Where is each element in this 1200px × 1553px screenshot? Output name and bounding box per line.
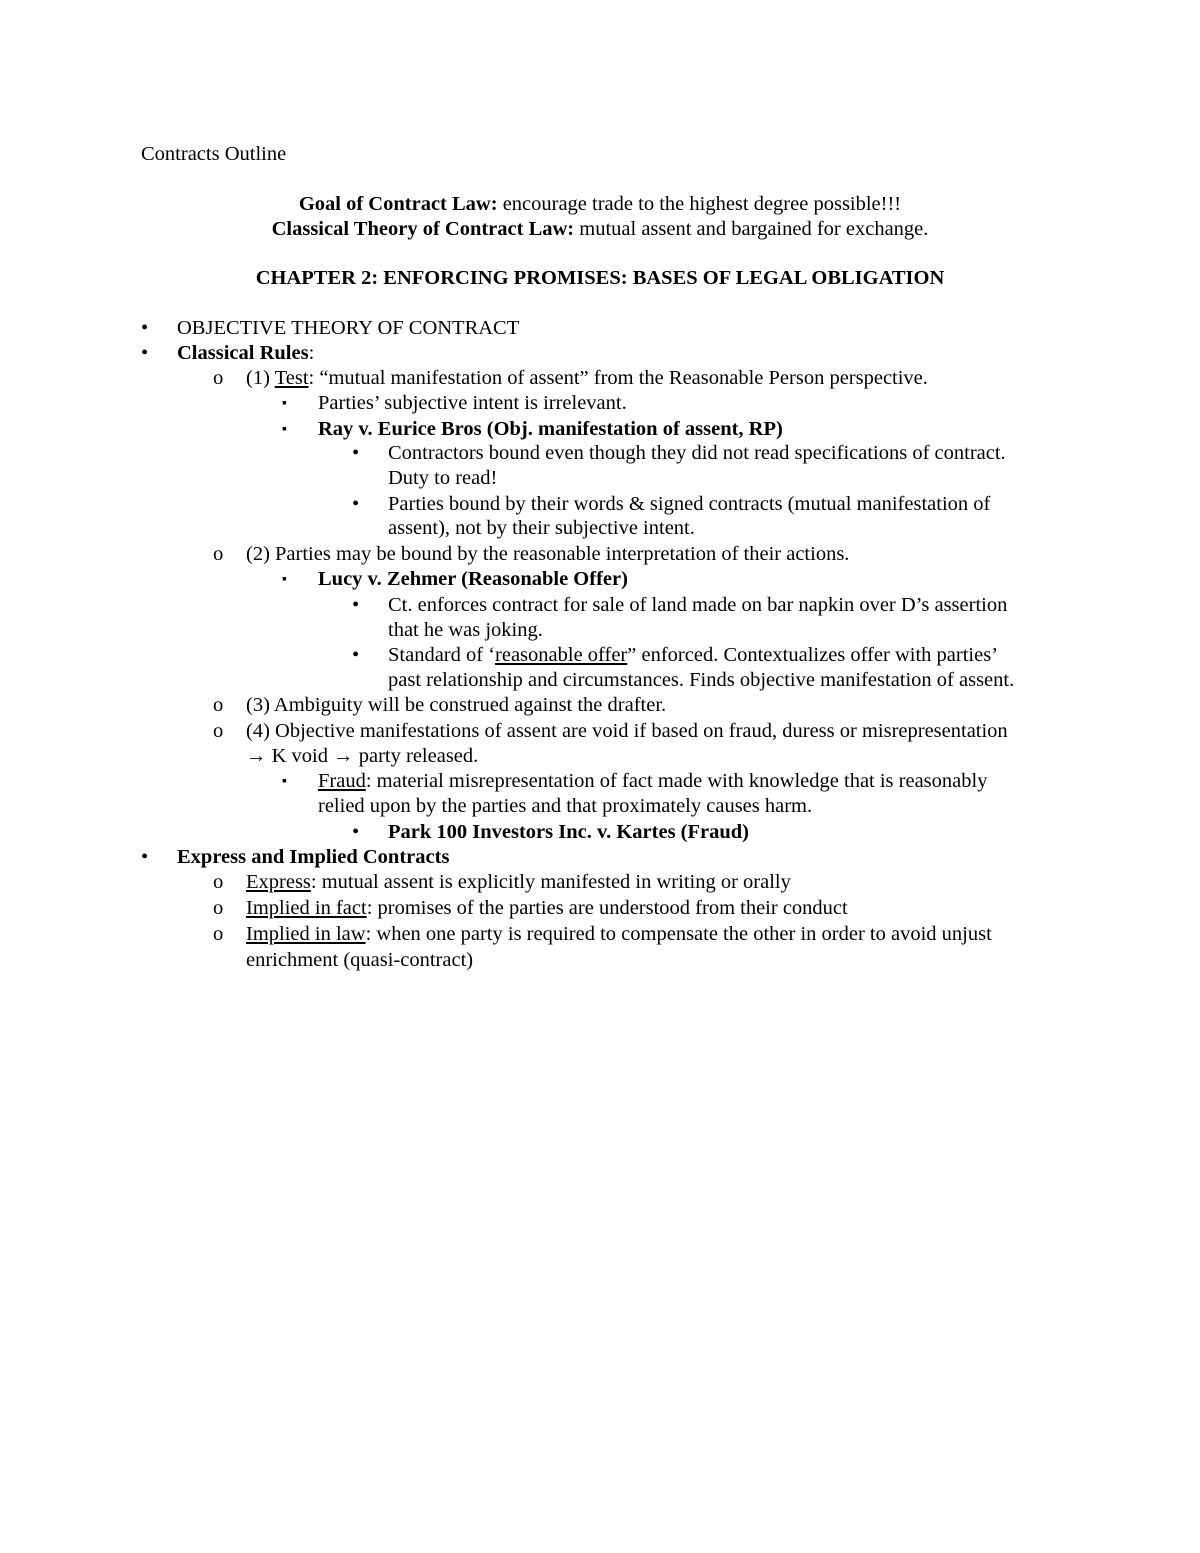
text: : mutual assent is explicitly manifested in writing or orally: [310, 871, 791, 893]
text: : when one party is required to compensate the other in order to avoid unjust: [365, 923, 992, 945]
circle-bullet-icon: o: [213, 871, 224, 893]
implied-law-term: Implied in law: [246, 923, 366, 945]
outline-item-parties-bound: Parties bound by their words & signed contracts (mutual manifestation of: [388, 493, 991, 515]
circle-bullet-icon: o: [213, 720, 224, 742]
case-park-100-v-kartes: Park 100 Investors Inc. v. Kartes (Fraud): [388, 821, 750, 843]
fraud-term: Fraud: [318, 770, 366, 792]
disc-bullet-icon: •: [352, 442, 360, 464]
outline-item-fraud-cont: relied upon by the parties and that proximately causes harm.: [318, 795, 813, 817]
circle-bullet-icon: o: [213, 543, 224, 565]
square-bullet-icon: ▪: [282, 572, 287, 587]
outline-item-duty-to-read: Duty to read!: [388, 467, 498, 489]
square-bullet-icon: ▪: [282, 774, 287, 789]
arrow-icon: →: [246, 745, 267, 767]
text: : promises of the parties are understood from their conduct: [366, 897, 848, 919]
chapter-heading: CHAPTER 2: ENFORCING PROMISES: BASES OF LEGAL OBLIGATION: [255, 267, 945, 289]
outline-item-implied-law-cont: enrichment (quasi-contract): [246, 949, 474, 971]
circle-bullet-icon: o: [213, 367, 224, 389]
outline-item-objective-theory: OBJECTIVE THEORY OF CONTRACT: [177, 317, 520, 339]
outline-item-reasonable-offer: [388, 643, 998, 668]
classical-theory-label: Classical Theory of Contract Law:: [271, 218, 575, 240]
outline-item-reasonable-offer-cont: past relationship and circumstances. Finds objective manifestation of assent.: [388, 669, 1015, 691]
disc-bullet-icon: •: [141, 846, 149, 868]
disc-bullet-icon: •: [352, 594, 360, 616]
text: Standard of ‘: [388, 644, 496, 666]
goal-line: [0, 192, 1200, 217]
outline-item-parties-bound-cont: assent), not by their subjective intent.: [388, 517, 695, 539]
text: : material misrepresentation of fact made with knowledge that is reasonably: [365, 770, 988, 792]
outline-item-express-implied: Express and Implied Contracts: [177, 846, 450, 868]
text: ” enforced. Contextualizes offer with parties’: [627, 644, 999, 666]
classical-theory-line: [0, 217, 1200, 242]
outline-item-rule-4-cont: [246, 744, 478, 769]
circle-bullet-icon: o: [213, 897, 224, 919]
test-term: Test: [274, 367, 309, 389]
outline-item-implied-law: [246, 922, 992, 947]
circle-bullet-icon: o: [213, 923, 224, 945]
outline-item-express: [246, 870, 791, 895]
goal-text: encourage trade to the highest degree possible!!!: [497, 193, 902, 215]
outline-item-implied-fact: [246, 896, 848, 921]
disc-bullet-icon: •: [352, 644, 360, 666]
text: K void: [266, 745, 334, 767]
classical-theory-text: mutual assent and bargained for exchange.: [574, 218, 929, 240]
outline-item-bar-napkin-cont: that he was joking.: [388, 619, 543, 641]
text: party released.: [353, 745, 479, 767]
case-ray-v-eurice: Ray v. Eurice Bros (Obj. manifestation of assent, RP): [318, 418, 783, 440]
rule-text: : “mutual manifestation of assent” from the Reasonable Person perspective.: [308, 367, 928, 389]
arrow-icon: →: [333, 745, 354, 767]
outline-item-fraud: [318, 769, 987, 794]
disc-bullet-icon: •: [141, 342, 149, 364]
document-title: Contracts Outline: [141, 143, 287, 165]
outline-item-bar-napkin: Ct. enforces contract for sale of land made on bar napkin over D’s assertion: [388, 594, 1008, 616]
goal-label: Goal of Contract Law:: [298, 193, 498, 215]
outline-item-subjective-intent: Parties’ subjective intent is irrelevant.: [318, 392, 627, 414]
implied-fact-term: Implied in fact: [246, 897, 367, 919]
outline-item-contractors-bound: Contractors bound even though they did not read specifications of contract.: [388, 442, 1006, 464]
classical-rules-label: Classical Rules: [177, 342, 309, 364]
reasonable-offer-term: reasonable offer: [495, 644, 628, 666]
rule-number: (1): [246, 367, 275, 389]
colon: :: [308, 342, 315, 364]
disc-bullet-icon: •: [352, 821, 360, 843]
express-term: Express: [246, 871, 311, 893]
outline-item-rule-4: (4) Objective manifestations of assent are void if based on fraud, duress or misrepresentation: [246, 720, 1008, 742]
outline-item-rule-3: (3) Ambiguity will be construed against the drafter.: [246, 694, 667, 716]
disc-bullet-icon: •: [141, 317, 149, 339]
square-bullet-icon: ▪: [282, 396, 287, 411]
disc-bullet-icon: •: [352, 493, 360, 515]
outline-item-classical-rules: [177, 341, 314, 366]
outline-item-rule-2: (2) Parties may be bound by the reasonable interpretation of their actions.: [246, 543, 850, 565]
case-lucy-v-zehmer: Lucy v. Zehmer (Reasonable Offer): [318, 568, 628, 590]
square-bullet-icon: ▪: [282, 422, 287, 437]
outline-item-rule-1: [246, 366, 928, 391]
circle-bullet-icon: o: [213, 694, 224, 716]
